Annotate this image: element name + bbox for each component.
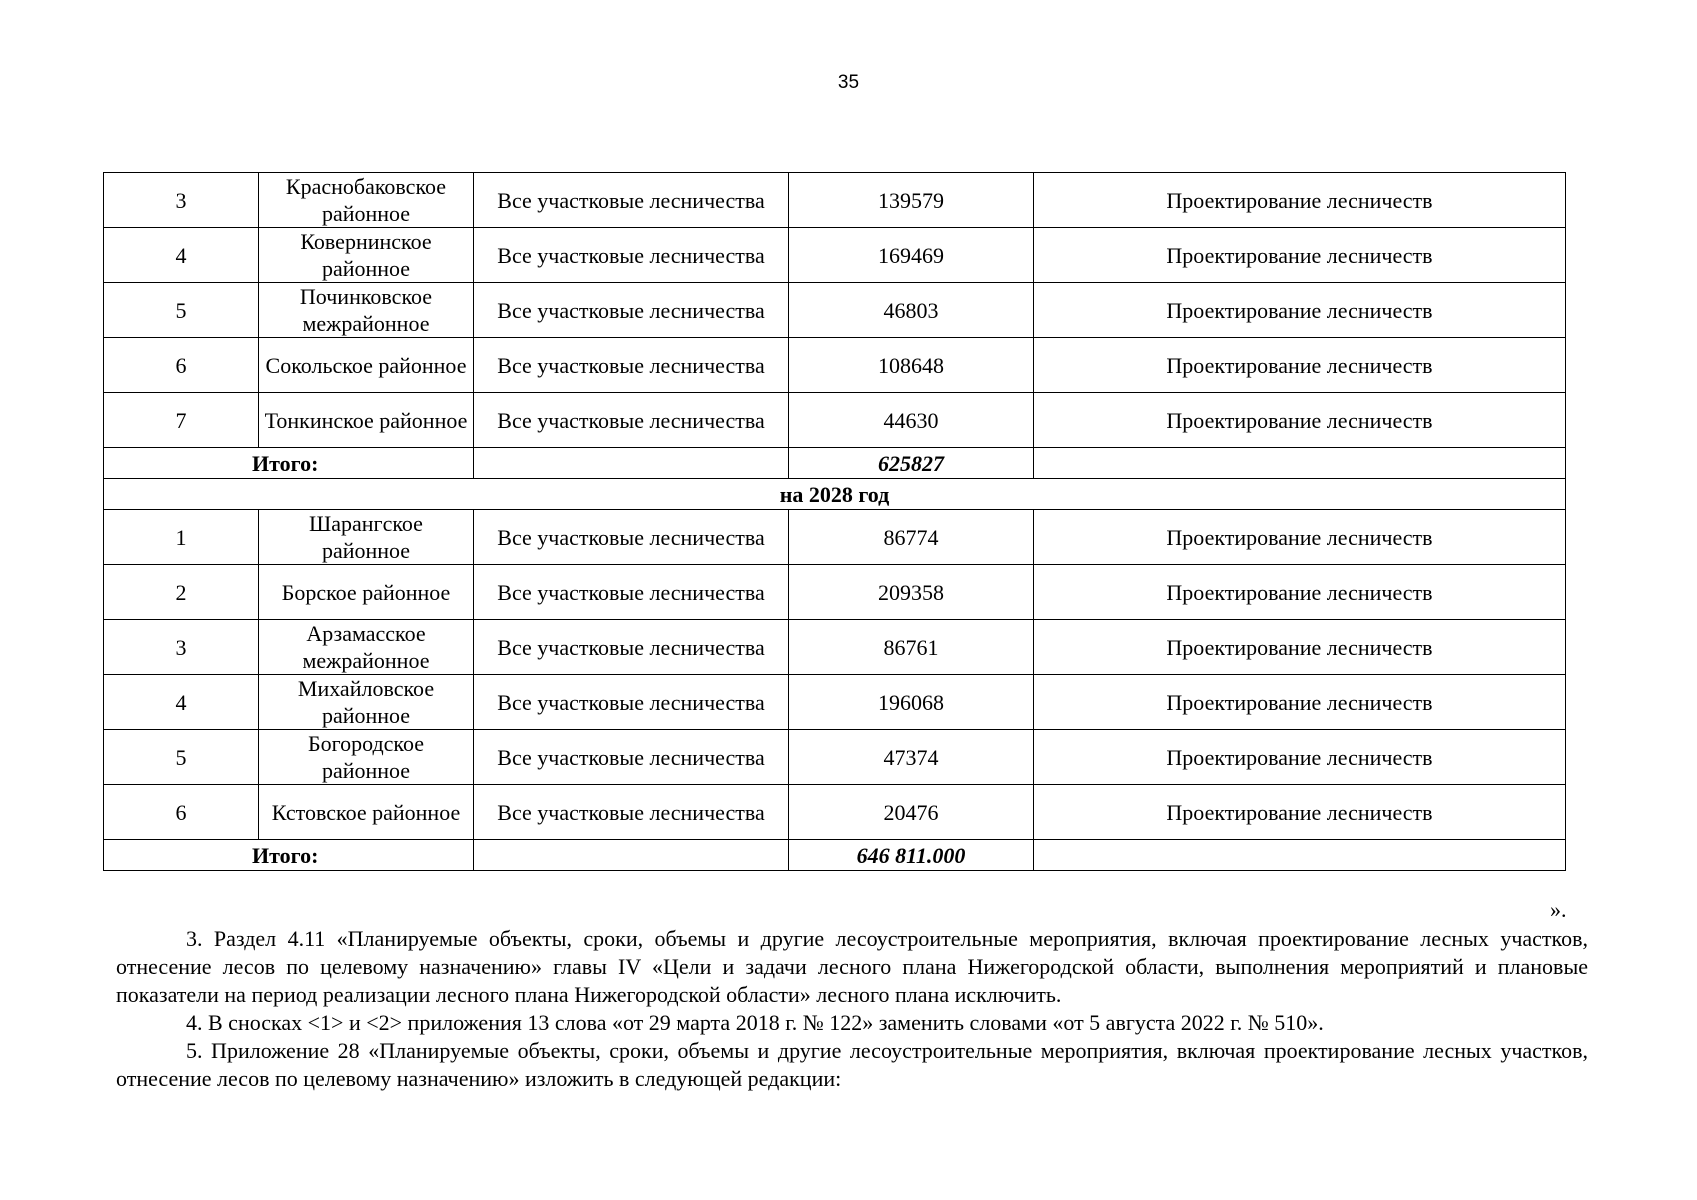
forestry-name-cell: Шарангское районное	[259, 510, 474, 565]
paragraph-3	[116, 925, 1588, 1009]
district-forestries-cell: Все участковые лесничества	[474, 620, 789, 675]
row-number-cell: 6	[104, 338, 259, 393]
total-empty-cell	[474, 448, 789, 479]
row-number-cell: 2	[104, 565, 259, 620]
row-number-cell: 7	[104, 393, 259, 448]
total-row	[104, 448, 1566, 479]
forestry-name-cell: Сокольское районное	[259, 338, 474, 393]
district-forestries-cell: Все участковые лесничества	[474, 565, 789, 620]
total-value: 646 811.000	[789, 840, 1034, 871]
district-forestries-cell: Все участковые лесничества	[474, 675, 789, 730]
closing-quote: ».	[1550, 897, 1567, 922]
table-total-1	[104, 448, 1566, 510]
paragraph-4-text: 4. В сносках <1> и <2> приложения 13 слова «от 29 марта 2018 г. № 122» заменить словами «от 5 августа 2022 г. № 510».	[186, 1010, 1324, 1035]
total-label: Итого:	[104, 840, 474, 871]
year-header-row	[104, 479, 1566, 510]
area-cell: 169469	[789, 228, 1034, 283]
row-number-cell: 4	[104, 675, 259, 730]
area-cell: 209358	[789, 565, 1034, 620]
area-cell: 196068	[789, 675, 1034, 730]
forestry-name-cell: Кстовское районное	[259, 785, 474, 840]
district-forestries-cell: Все участковые лесничества	[474, 173, 789, 228]
paragraph-3-text: 3. Раздел 4.11 «Планируемые объекты, сроки, объемы и другие лесоустроительные мероприятия, включая проектирование лесных участков, отнесение лесов по целевому назначению» главы IV «Цели и задачи лесного плана Нижегородской области, выполнения мероприятий и плановые показатели на период реализации лесного плана Нижегородской области» лесного плана исключить.	[116, 926, 1588, 1007]
page-number: 35	[837, 72, 860, 93]
paragraph-5	[116, 1037, 1588, 1093]
forestry-name-cell: Ковернинское районное	[259, 228, 474, 283]
table-row	[104, 173, 1566, 228]
year-header: на 2028 год	[104, 479, 1566, 510]
area-cell: 108648	[789, 338, 1034, 393]
total-row	[104, 840, 1566, 871]
district-forestries-cell: Все участковые лесничества	[474, 785, 789, 840]
row-number-cell: 3	[104, 173, 259, 228]
total-empty-cell	[1034, 448, 1566, 479]
forestry-name-cell: Богородское районное	[259, 730, 474, 785]
measure-cell: Проектирование лесничеств	[1034, 283, 1566, 338]
row-number-cell: 5	[104, 283, 259, 338]
measure-cell: Проектирование лесничеств	[1034, 730, 1566, 785]
table-total-2	[104, 840, 1566, 871]
area-cell: 44630	[789, 393, 1034, 448]
table-body-2027	[104, 173, 1566, 448]
forestry-name-cell: Краснобаковское районное	[259, 173, 474, 228]
table-row	[104, 565, 1566, 620]
table-row	[104, 338, 1566, 393]
area-cell: 139579	[789, 173, 1034, 228]
table-row	[104, 620, 1566, 675]
table-row	[104, 510, 1566, 565]
district-forestries-cell: Все участковые лесничества	[474, 338, 789, 393]
forestry-name-cell: Борское районное	[259, 565, 474, 620]
measure-cell: Проектирование лесничеств	[1034, 785, 1566, 840]
measure-cell: Проектирование лесничеств	[1034, 338, 1566, 393]
forestry-name-cell: Починковское межрайонное	[259, 283, 474, 338]
table-row	[104, 730, 1566, 785]
measure-cell: Проектирование лесничеств	[1034, 620, 1566, 675]
row-number-cell: 1	[104, 510, 259, 565]
table-row	[104, 785, 1566, 840]
forest-planning-table	[103, 172, 1566, 871]
total-empty-cell	[474, 840, 789, 871]
area-cell: 86774	[789, 510, 1034, 565]
paragraph-5-text: 5. Приложение 28 «Планируемые объекты, сроки, объемы и другие лесоустроительные мероприятия, включая проектирование лесных участков, отнесение лесов по целевому назначению» изложить в следующей редакции:	[116, 1038, 1588, 1091]
district-forestries-cell: Все участковые лесничества	[474, 730, 789, 785]
table-row	[104, 675, 1566, 730]
paragraph-4	[116, 1009, 1588, 1037]
area-cell: 86761	[789, 620, 1034, 675]
row-number-cell: 4	[104, 228, 259, 283]
measure-cell: Проектирование лесничеств	[1034, 228, 1566, 283]
area-cell: 20476	[789, 785, 1034, 840]
row-number-cell: 6	[104, 785, 259, 840]
measure-cell: Проектирование лесничеств	[1034, 565, 1566, 620]
total-label: Итого:	[104, 448, 474, 479]
forestry-name-cell: Тонкинское районное	[259, 393, 474, 448]
area-cell: 46803	[789, 283, 1034, 338]
forestry-name-cell: Арзамасское межрайонное	[259, 620, 474, 675]
row-number-cell: 5	[104, 730, 259, 785]
total-empty-cell	[1034, 840, 1566, 871]
area-cell: 47374	[789, 730, 1034, 785]
row-number-cell: 3	[104, 620, 259, 675]
district-forestries-cell: Все участковые лесничества	[474, 228, 789, 283]
measure-cell: Проектирование лесничеств	[1034, 510, 1566, 565]
forestry-name-cell: Михайловское районное	[259, 675, 474, 730]
measure-cell: Проектирование лесничеств	[1034, 173, 1566, 228]
measure-cell: Проектирование лесничеств	[1034, 393, 1566, 448]
table-row	[104, 283, 1566, 338]
district-forestries-cell: Все участковые лесничества	[474, 393, 789, 448]
district-forestries-cell: Все участковые лесничества	[474, 510, 789, 565]
measure-cell: Проектирование лесничеств	[1034, 675, 1566, 730]
table-body-2028	[104, 510, 1566, 840]
district-forestries-cell: Все участковые лесничества	[474, 283, 789, 338]
table-row	[104, 393, 1566, 448]
total-value: 625827	[789, 448, 1034, 479]
table-row	[104, 228, 1566, 283]
